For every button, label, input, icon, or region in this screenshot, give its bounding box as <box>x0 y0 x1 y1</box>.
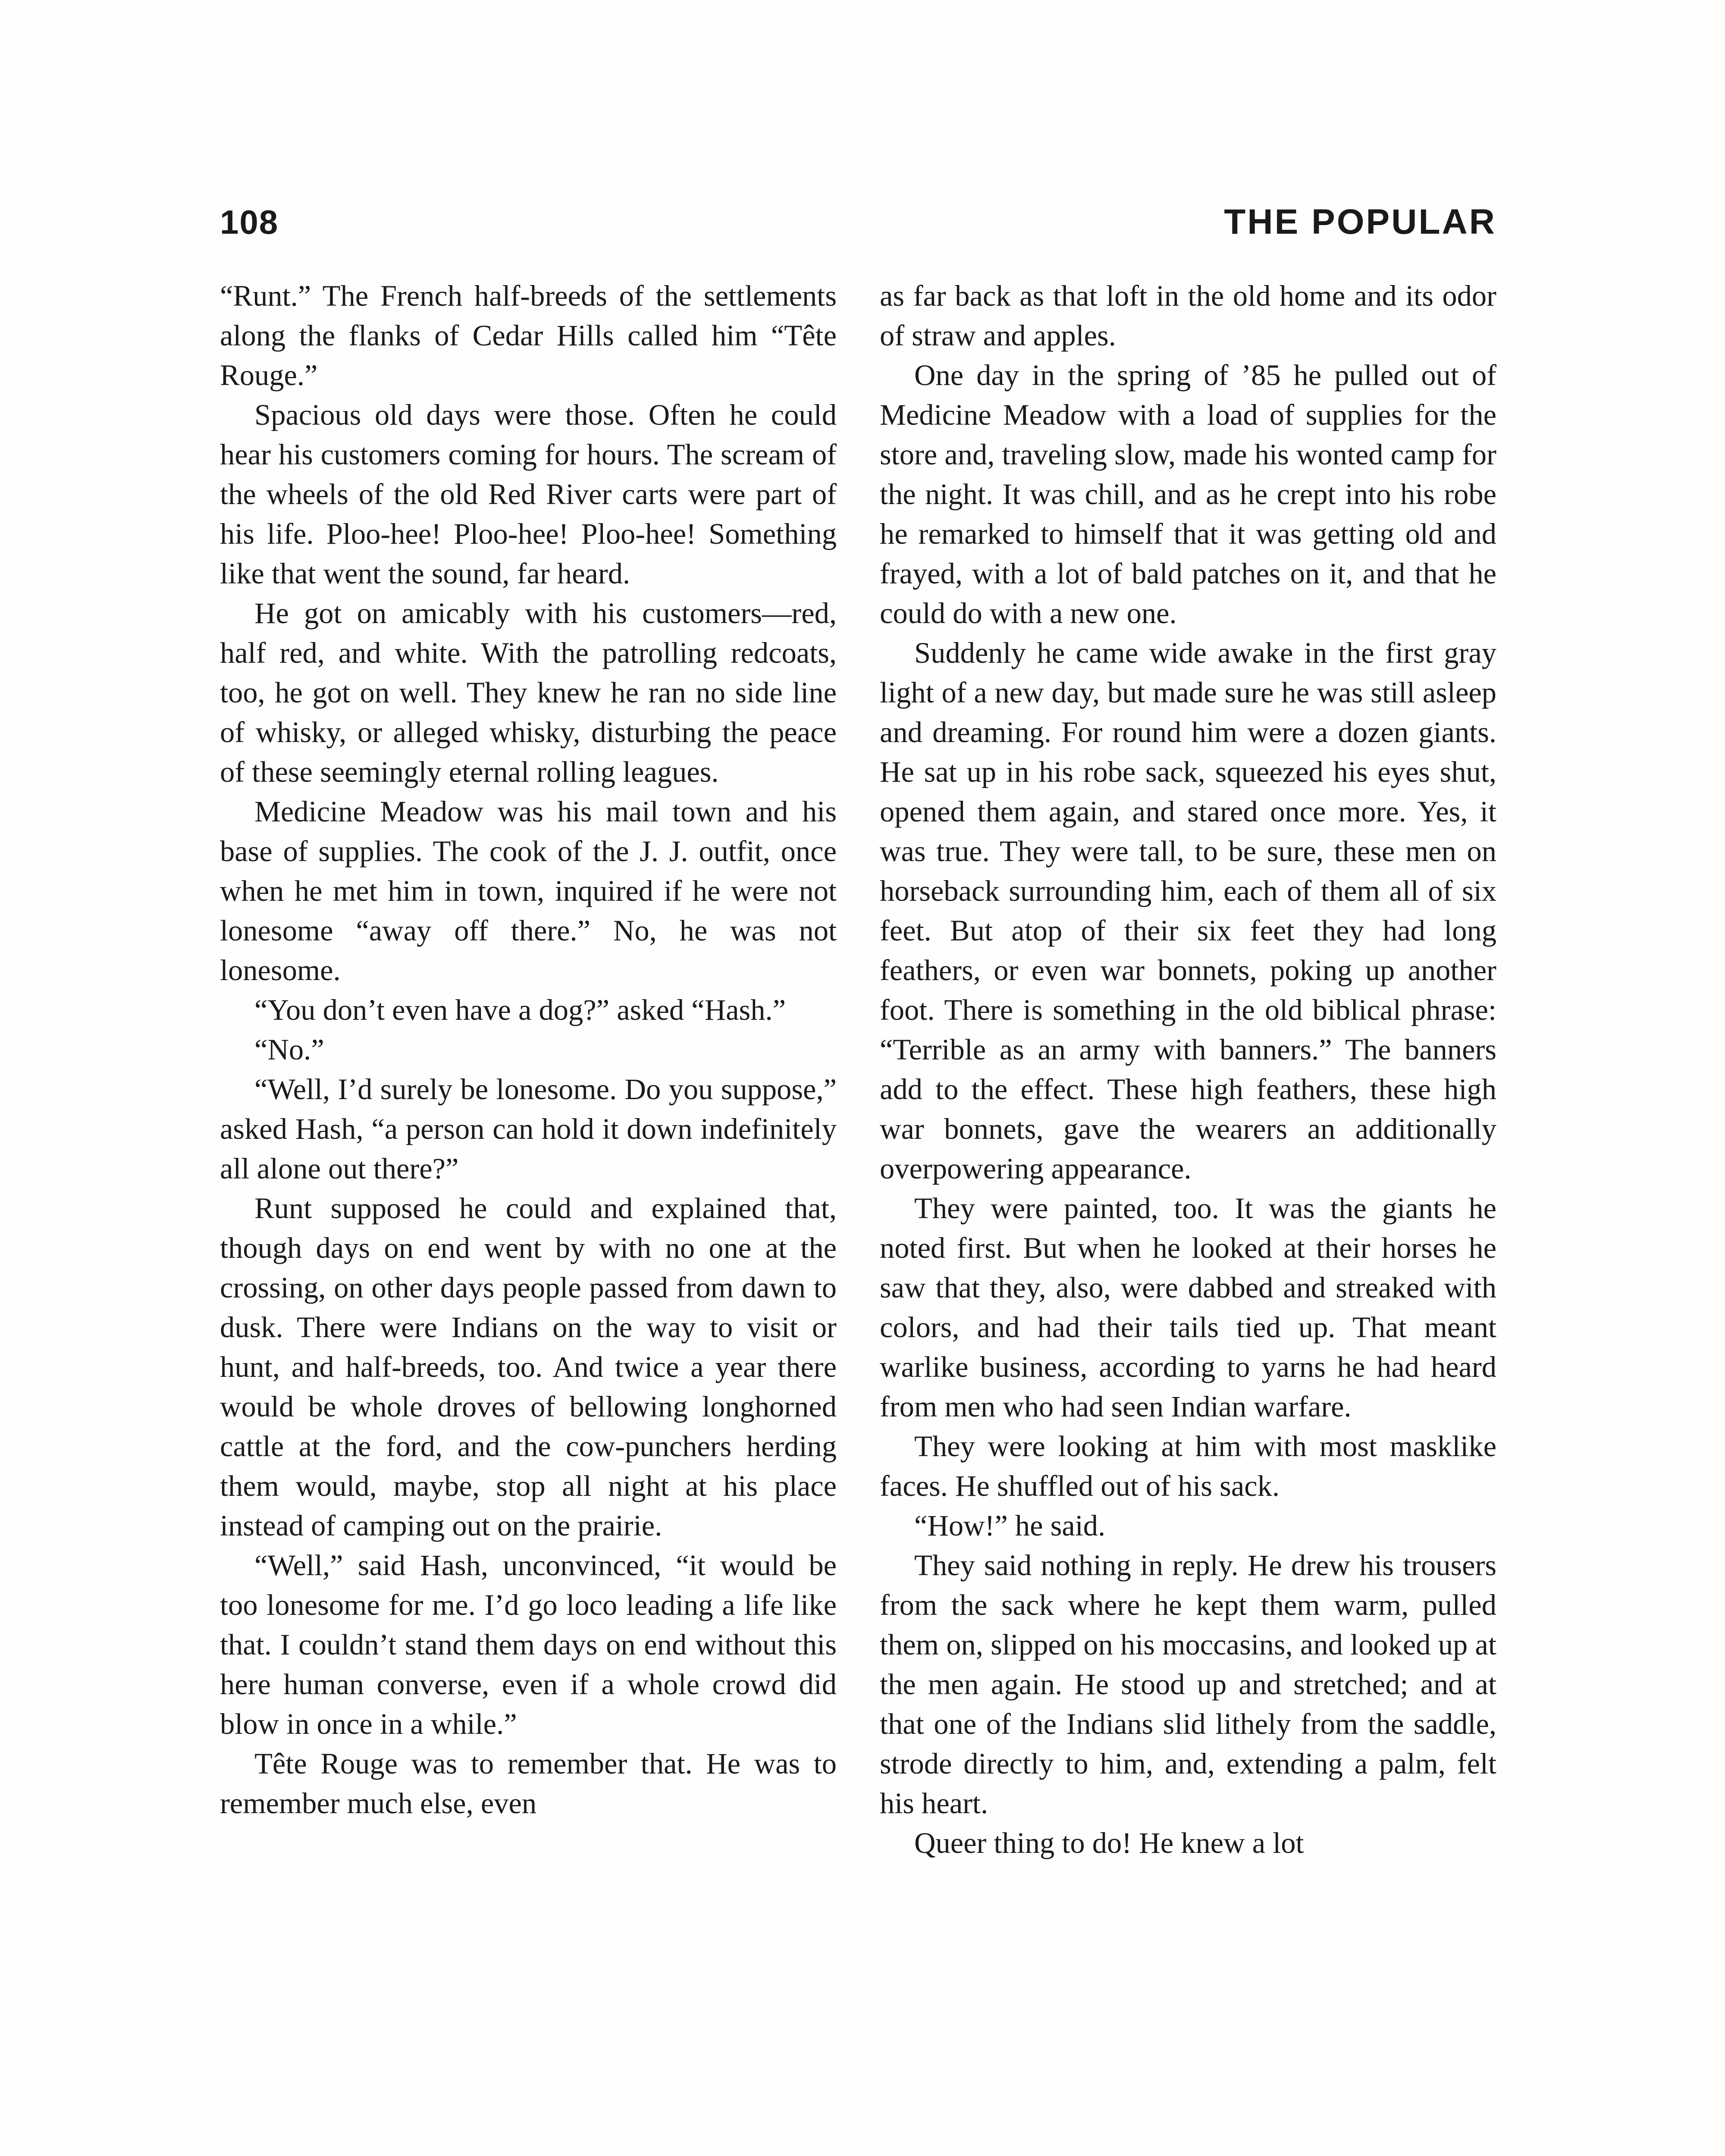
text-column-left <box>220 276 837 2156</box>
paragraph: Suddenly he came wide awake in the first gray light of a new day, but made sure he was still asleep and dreaming. For round him were a dozen giants. He sat up in his robe sack, squeezed his eyes shut, opened them again, and stared once more. Yes, it was true. They were tall, to be sure, these men on horseback surrounding him, each of them all of six feet. But atop of their six feet they had long feathers, or even war bonnets, poking up another foot. There is something in the old biblical phrase: “Terrible as an army with banners.” The banners add to the effect. These high feathers, these high war bonnets, gave the wearers an additionally overpowering appearance. <box>880 636 1496 1185</box>
running-head: THE POPULAR <box>1224 202 1496 241</box>
paragraph: “How!” he said. <box>914 1509 1106 1542</box>
paragraph: They were painted, too. It was the giants he noted first. But when he looked at their horses he saw that they, also, were dabbed and streaked with colors, and had their tails tied up. That meant warlike business, according to yarns he had heard from men who had seen Indian warfare. <box>880 1192 1496 1423</box>
paragraph: “You don’t even have a dog?” asked “Hash.” <box>254 993 786 1026</box>
paragraph: Medicine Meadow was his mail town and his base of supplies. The cook of the J. J. outfit, once when he met him in town, inquired if he were not lonesome “away off there.” No, he was not lonesome. <box>220 795 837 987</box>
paragraph: Runt supposed he could and explained that, though days on end went by with no one at the crossing, on other days people passed from dawn to dusk. There were Indians on the way to visit or hunt, and half-breeds, too. And twice a year there would be whole droves of bellowing longhorned cattle at the ford, and the cow-punchers herding them would, maybe, stop all night at his place instead of camping out on the prairie. <box>220 1192 837 1542</box>
paragraph: They said nothing in reply. He drew his trousers from the sack where he kept them warm, pulled them on, slipped on his moccasins, and looked up at the men again. He stood up and stretched; and at that one of the Indians slid lithely from the saddle, strode directly to him, and, extending a palm, felt his heart. <box>880 1549 1496 1820</box>
paragraph: “No.” <box>254 1033 324 1066</box>
page-header <box>220 196 1496 248</box>
paragraph: “Runt.” The French half-breeds of the settlements along the flanks of Cedar Hills called him “Tête Rouge.” <box>220 279 837 392</box>
paragraph: They were looking at him with most masklike faces. He shuffled out of his sack. <box>880 1430 1496 1502</box>
paragraph: Spacious old days were those. Often he could hear his customers coming for hours. The scream of the wheels of the old Red River carts were part of his life. Ploo-hee! Ploo-hee! Ploo-hee! Something like that went the sound, far heard. <box>220 398 837 590</box>
paragraph: One day in the spring of ’85 he pulled out of Medicine Meadow with a load of supplies for the store and, traveling slow, made his wonted camp for the night. It was chill, and as he crept into his robe he remarked to himself that it was getting old and frayed, with a lot of bald patches on it, and that he could do with a new one. <box>880 359 1496 630</box>
paragraph: “Well,” said Hash, unconvinced, “it would be too lonesome for me. I’d go loco leading a life like that. I couldn’t stand them days on end without this here human converse, even if a whole crowd did blow in once in a while.” <box>220 1549 837 1740</box>
paragraph: Queer thing to do! He knew a lot <box>914 1827 1304 1859</box>
page-number: 108 <box>220 203 279 241</box>
paragraph: He got on amicably with his customers—red, half red, and white. With the patrolling redcoats, too, he got on well. They knew he ran no side line of whisky, or alleged whisky, disturbing the peace of these seemingly eternal rolling leagues. <box>220 597 837 788</box>
text-column-right <box>880 276 1496 2156</box>
paragraph: Tête Rouge was to remember that. He was to remember much else, even <box>220 1747 837 1820</box>
paragraph: “Well, I’d surely be lonesome. Do you suppose,” asked Hash, “a person can hold it down indefinitely all alone out there?” <box>220 1073 837 1185</box>
paragraph: as far back as that loft in the old home and its odor of straw and apples. <box>880 279 1496 352</box>
